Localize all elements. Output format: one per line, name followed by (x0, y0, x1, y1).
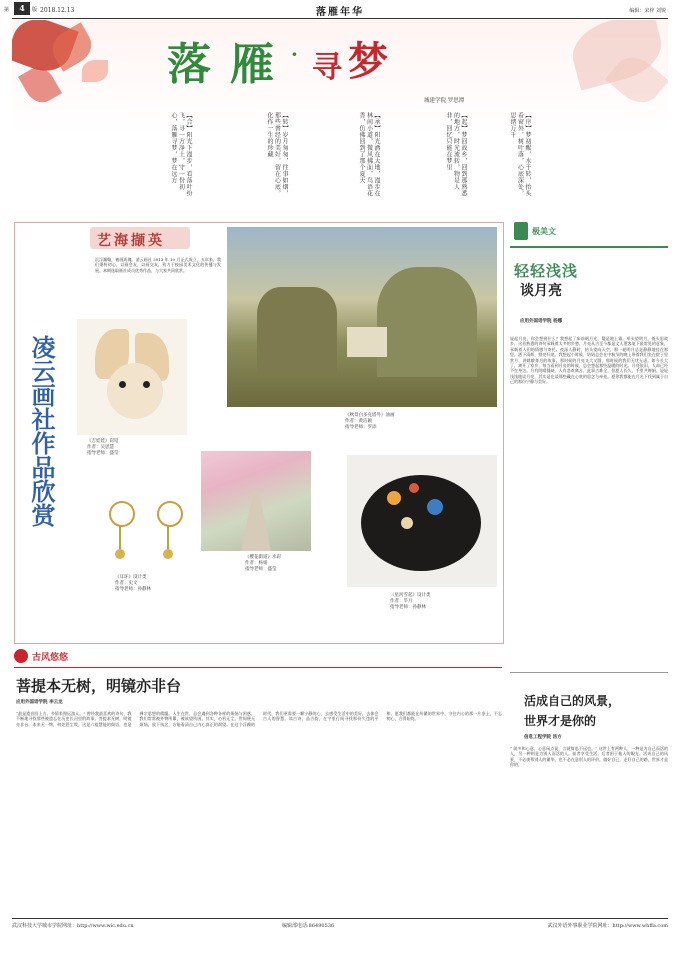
caption-teacher: 指导老师：罗添 (345, 425, 377, 430)
earring-ring (157, 501, 183, 527)
page-suffix: 版 (32, 7, 38, 13)
article-body: “ 就多和心意，心意闲点说，言就简思不远也。” 这世上有两种人，一种是为自己而活的人，另一种则是为别人而活的人。前者享受生活，后者困于他人的眼光。活成自己的风景，不必羡慕别人的繁华，也不必在意别人的评价。做好自己，走好自己的路，世界才是你的。 (510, 746, 668, 768)
caption-teacher: 指导老师：盛莹 (87, 451, 119, 456)
caption-teacher: 指导老师：孙静林 (115, 587, 151, 592)
section-heading: 古风悠悠 (32, 653, 69, 663)
poem-title: 【承】 (373, 112, 380, 132)
footer-left: 武汉科技大学城市学院网址：http://www.wic.edu.cn (12, 923, 134, 929)
page-number: 4 (14, 2, 30, 15)
poem-title: 【起】 (460, 112, 467, 132)
article-author: 应用外国语学院 李云龙 (16, 700, 63, 705)
article-author: 应用外国语学院 杨娜 (520, 319, 563, 324)
poem-column (397, 112, 467, 202)
banner-title-char: 雁 (230, 39, 274, 90)
earring-bead (163, 549, 173, 559)
article-author: 信息工程学院 汤方 (524, 735, 562, 740)
poem-title: 【转】 (281, 112, 288, 132)
road-shape (241, 491, 271, 551)
article-body: “最是遗音回上古，多情来照远游人。” 曾经我最喜欢的诗句，我不断地寻找那些被遗忘在历史长河里的故事。菩提本无树，明镜亦非台，本来无一物，何处惹尘埃。这是六祖慧能的偈语，也是禅宗思想的精髓。人生在世，总会遇到各种各样的烦恼与困惑，我们常常被外物所累，被欲望所困。其实，心若无尘，世间便无烦恼。放下执念，方能看清自己内心真正的渴望。在这个浮躁的时代，我们更需要一颗宁静的心，去感受生活中的美好，去体会古人的智慧。读古诗，品古韵，在字里行间寻找那份久违的平和。愿我们都能在纷繁的世界中，守住内心的那一片净土，不忘初心，方得始终。 (16, 711, 502, 727)
article-title: 轻轻浅浅 (514, 262, 579, 280)
classic-section (14, 645, 502, 910)
watercolor-street-image (201, 451, 311, 551)
caption-title: 《耳环》设计类 (115, 575, 147, 580)
oil-painting-image (227, 227, 497, 407)
caption-author: 作者：杨娟 (245, 561, 268, 566)
poem-title: 【序】 (524, 112, 531, 132)
beret-image (347, 455, 497, 587)
banner-title-char: 落 (167, 39, 211, 90)
caption (87, 439, 119, 457)
article-title: 活成自己的风景， (524, 694, 621, 708)
house-shape (347, 327, 387, 357)
poem-column (212, 112, 288, 202)
divider (510, 246, 668, 248)
caption (390, 593, 431, 611)
eye-shape (143, 381, 150, 388)
footer-center: 编辑部电话:86490536 (282, 923, 335, 929)
poem-text: 梦回故乡，回到那熟悉的地方，时光流转，物是人非，回忆只能在梦里 (445, 112, 467, 197)
caption (245, 555, 281, 573)
column-badge: 极美文 (532, 226, 556, 236)
caption-teacher: 指导老师：孙静林 (390, 605, 426, 610)
eye-shape (119, 381, 126, 388)
footer-right: 武汉外语外事职业学院网址：http://www.whffa.com (547, 923, 668, 929)
banner-title-dot: · (290, 38, 299, 71)
newspaper-title: 落雁年华 (316, 7, 364, 18)
face-shape (107, 363, 163, 419)
section-heading: 艺海撷英 (97, 233, 165, 249)
earring-bead (115, 549, 125, 559)
earring-chain (167, 525, 169, 549)
poem-text: 梦初醒，水千转，抬头看窗外，树叶落，心底深处，思绪万千 (509, 112, 531, 197)
record-icon (14, 649, 28, 663)
article-subtitle: 世界才是你的 (524, 714, 597, 728)
page-footer (12, 918, 668, 933)
planet-shape (401, 517, 413, 529)
poem-title: 【合】 (185, 112, 192, 132)
banner-title-char: 寻 (312, 50, 342, 85)
planet-shape (387, 491, 401, 505)
section-intro: 沉浮瀚翰，被画成瑰。凌云画社 2013 年 10 月正式成立，五年来，我们秉持初心，以画会友，以画交友，致力于校园美术文化的传播与发展。本期选取画社成员优秀作品，与大家共同欣赏。 (95, 257, 221, 273)
caption-author: 作者：史文 (115, 581, 138, 586)
caption-title: 《秋景白多克塔外》油画 (345, 413, 395, 418)
article-title: 菩提本无树，明镜亦非台 (16, 677, 182, 695)
caption-title: 《樱花街道》水彩 (245, 555, 281, 560)
caption-teacher: 指导老师：盛莹 (245, 567, 277, 572)
side-title: 凌云画社作品欣赏 (27, 335, 56, 527)
tree-shape (377, 267, 477, 377)
editor-credit: 编辑：宋梓 刘锐 (629, 8, 666, 14)
divider (14, 667, 502, 668)
caption (345, 413, 395, 431)
page-label: 第 (4, 7, 10, 13)
book-icon (514, 222, 528, 240)
issue-date: 2018.12.13 (40, 7, 75, 14)
banner (12, 20, 668, 210)
poem-column (304, 112, 380, 202)
earrings-image (105, 495, 185, 565)
art-section (14, 222, 504, 644)
banner-byline: 城建学院 罗思潭 (424, 98, 465, 104)
beret-shape (361, 475, 481, 571)
caption-title: 《星河雪起》设计类 (390, 593, 431, 598)
caption-title: 《吉娃娃》彩铅 (87, 439, 119, 444)
poem-column (487, 112, 531, 202)
earring-chain (119, 525, 121, 549)
poem-column (72, 112, 192, 202)
tree-shape (257, 287, 337, 377)
poem-text: 岁月匆匆，往事如烟，那些曾经的美好，留在心底，化作一生的珍藏 (266, 112, 288, 197)
caption-author: 作者：吴思慧 (87, 445, 114, 450)
caption (115, 575, 151, 593)
chihuahua-drawing (77, 319, 187, 435)
poem-text: 阳光下漫步，看落叶纷飞，寻一方净土，守一份初心，落雁寻梦，梦在远方 (170, 112, 192, 197)
banner-title-char: 梦 (348, 38, 388, 85)
divider (510, 672, 668, 673)
maple-leaf-icon (82, 60, 108, 82)
planet-shape (409, 483, 419, 493)
earring-ring (109, 501, 135, 527)
article-body: 说起月亮，你会想到什么？我想起了床前明月光，疑是地上霜。举头望明月，低头思故乡。这首熟悉的诗句承载着太多的乡愁。月亮从古至今都是文人墨客笔下最常见的意象，承载着人们的情感与寄托。夜深人静时，抬头望向天空，那一轮明月总是静静地挂在那里，洒下清辉，照亮归途。我想起小时候，奶奶总会在中秋节的晚上带着我们坐在院子里赏月，讲嫦娥奔月的故事。那时候的月亮又大又圆，那时候的我们无忧无虑。如今长大了，离开了家乡，每当看到月亮的时候，总会想起那些温暖的时光。月亮依旧，人却已经不在身边。月有阴晴圆缺，人有悲欢离合，此事古难全。但愿人长久，千里共婵娟。轻轻浅浅地谈月亮，其实是在谈那些藏在心底的思念与牵挂。愿你我都能在月光下找到属于自己的那份宁静与美好。 (510, 336, 668, 385)
caption-author: 作者：毕月 (390, 599, 413, 604)
planet-shape (427, 499, 443, 515)
poem-text: 阳光洒在大地，漫步在林间小道，微风拂面，鸟语花香，仿佛回到了那个夏天 (358, 112, 380, 197)
article-subtitle: 谈月亮 (520, 283, 562, 299)
caption-author: 作者：黄洁颖 (345, 419, 372, 424)
